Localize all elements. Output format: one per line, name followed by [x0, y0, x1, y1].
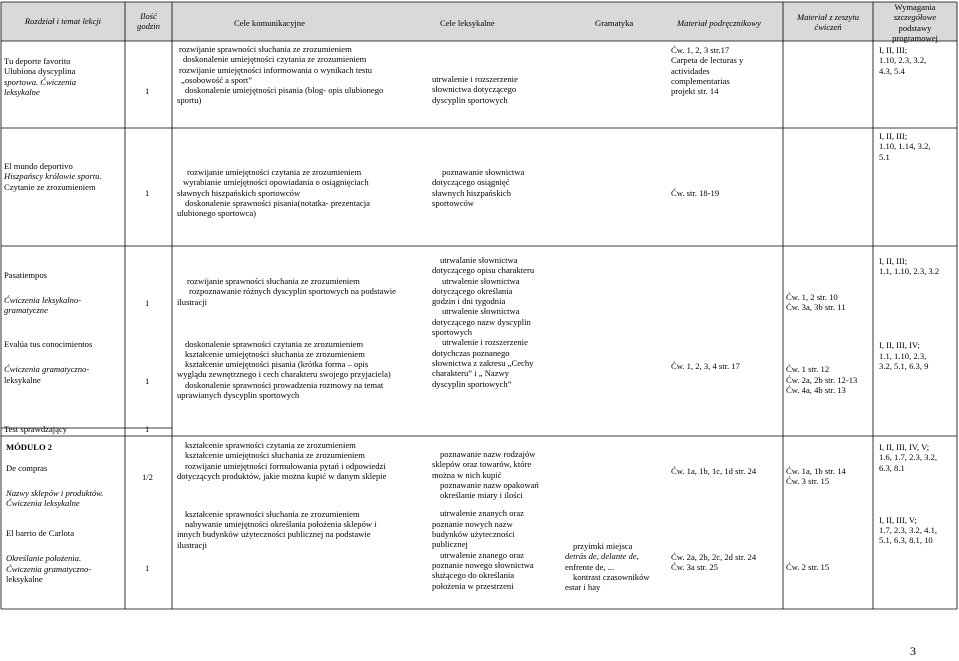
workbook-line: Ćw. 4a, 4b str. 13 [786, 384, 846, 395]
req-line: 5.1, 6.3, 8.1, 10 [879, 535, 933, 546]
vocab-line: poznawanie nazw opakowań [440, 479, 539, 490]
row4-textbook [671, 466, 756, 573]
topic-line: leksykalne [4, 374, 41, 385]
vocab-line: dyscyplin sportowych [432, 94, 508, 105]
vocab-line: charakteru” i „ Nazwy [432, 368, 510, 379]
topic-line: leksykalne [6, 573, 43, 584]
topic-line: El barrio de Carlota [6, 528, 75, 539]
row2-vocab-goals [432, 255, 534, 389]
vocab-line: utrwalenie znanych oraz [440, 508, 524, 519]
req-line: 6.3, 8.1 [879, 462, 905, 473]
workbook-line: Ćw. 1 str. 12 [786, 364, 830, 375]
vocab-line: budynków użyteczności [432, 529, 515, 540]
vocab-line: określanie miary i ilości [440, 490, 523, 501]
comm-line: wyglądu zewnętrznego i cech charakteru swojego przyjaciela) [177, 369, 391, 380]
row1-topic [4, 161, 102, 192]
vocab-line: dyscyplin sportowych” [432, 378, 512, 389]
comm-line: sławnych hiszpańskich sportowców [177, 187, 301, 198]
row0-vocab-goals [432, 74, 518, 105]
comm-line: dotyczących produktów, jakie można kupić w danym sklepie [177, 470, 387, 481]
vocab-line: służącego do określania [432, 570, 515, 581]
req-line: 5.1 [879, 151, 890, 162]
vocab-line: utrwalenie i rozszerzenie [442, 337, 528, 348]
header-topic-line: Rozdział i temat lekcji [24, 16, 102, 26]
comm-line: kształcenie umiejętności słuchania ze zrozumieniem [185, 450, 365, 461]
topic-line: Tu deporte favorito [4, 56, 71, 66]
vocab-line: utrwalenie słownictwa [442, 275, 520, 286]
req-line: 1.1, 1.10, 2.3, 3.2 [879, 266, 940, 277]
textbook-line: actividades [671, 65, 710, 76]
vocab-line: dotyczącego określania [432, 285, 513, 296]
vocab-line: utrwalenie i rozszerzenie [432, 74, 518, 84]
comm-line: doskonalenie sprawności czytania ze zrozumieniem [185, 338, 364, 349]
vocab-line: poznawanie słownictwa [442, 167, 525, 177]
textbook-line: Carpeta de lecturas y [671, 55, 744, 66]
header-req-line-2: szczegółowe [893, 12, 937, 23]
comm-line: sportu) [177, 95, 202, 106]
comm-line: rozpoznawanie różnych dyscyplin sportowych na podstawie [189, 286, 396, 297]
textbook-line: Ćw. 3a str. 25 [671, 562, 718, 573]
workbook-line: Ćw. 2a, 2b str. 12-13 [786, 374, 858, 385]
header-topic [1, 16, 125, 26]
row0-comm-goals [177, 44, 383, 106]
vocab-line: dotyczącego osiągnięć [432, 177, 510, 188]
topic-line: Pasatiempos [4, 270, 47, 280]
req-line: I, II, III, IV, V; [879, 442, 930, 452]
row4-vocab-goals [432, 449, 539, 591]
req-line: 3.2, 5.1, 6.3, 9 [879, 360, 929, 371]
row2-hours-2: 1 [145, 376, 150, 386]
textbook-line: Ćw. 1a, 1b, 1c, 1d str. 24 [671, 466, 757, 476]
row0-hours: 1 [145, 86, 150, 96]
comm-line: rozwijanie sprawności słuchania ze zrozumieniem [187, 276, 360, 286]
topic-line: Ćwiczenia gramatyczno- [4, 364, 90, 375]
row4-requirements [879, 442, 937, 545]
row2-hours-1: 1 [145, 298, 150, 308]
workbook-line: Ćw. 2 str. 15 [786, 562, 830, 573]
row2-comm-goals [177, 276, 396, 400]
comm-line: rozwijanie sprawności słuchania ze zrozumieniem [179, 44, 352, 54]
vocab-line: dotyczącego nazw dyscyplin [432, 316, 531, 327]
comm-line: rozwijanie umiejętności informowania o wynikach testu [179, 64, 373, 75]
comm-line: kształcenie sprawności czytania ze zrozumieniem [185, 440, 356, 450]
vocab-line: utrwalenie znanego oraz [440, 549, 524, 560]
req-line: I, II, III, V; [879, 514, 917, 525]
topic-line: Ćwiczenia leksykalne [6, 498, 80, 509]
row2-requirements [879, 256, 939, 371]
header-workbook [783, 12, 873, 33]
vocab-line: utrwalanie słownictwa [440, 255, 518, 265]
vocab-line: godzin i dni tygodnia [432, 296, 506, 307]
textbook-line: projekt str. 14 [671, 86, 719, 97]
row0-requirements [879, 45, 926, 76]
comm-line: doskonalenie sprawności prowadzenia rozmowy na temat [185, 379, 384, 390]
vocab-line: sławnych hiszpańskich [432, 187, 511, 198]
topic-line: gramatyczne [4, 305, 48, 316]
req-line: I, II, III; [879, 45, 908, 55]
textbook-line: complementarias [671, 75, 730, 86]
vocab-line: słownictwa z zakresu „Cechy [432, 357, 534, 368]
row4-topic [6, 442, 103, 584]
row1-vocab-goals [432, 167, 524, 208]
header-textbook: Materiał podręcznikowy [677, 18, 761, 28]
vocab-line: poznanie nowego słownictwa [432, 559, 534, 570]
header-req-line-3: podstawy [898, 22, 932, 33]
comm-line: innych budynków użyteczności publicznej na podstawie [177, 529, 371, 540]
grammar-line: kontrast czasowników [573, 571, 650, 582]
header-vocab-goals: Cele leksykalne [440, 18, 495, 28]
topic-line: Nazwy sklepów i produktów. [6, 488, 104, 498]
grammar-line: detrás de, delante de, [565, 551, 639, 562]
grammar-line: przyimki miejsca [573, 541, 633, 551]
header-comm-goals: Cele komunikacyjne [234, 18, 305, 28]
page-number: 3 [910, 644, 916, 658]
topic-line: Określanie położenia. [6, 553, 82, 564]
comm-line: kształcenie sprawności słuchania ze zrozumieniem [185, 508, 360, 519]
workbook-line: Ćw. 1, 2 str. 10 [786, 292, 838, 302]
grammar-line: enfrente de, ... [565, 561, 615, 572]
req-line: I, II, III; [879, 256, 908, 266]
comm-line: kształcenie umiejętności słuchania ze zrozumieniem [185, 348, 365, 359]
row2-workbook [786, 292, 857, 395]
grammar-line: estar i hay [565, 582, 601, 593]
row2-topic [4, 270, 92, 385]
row2-textbook: Ćw. 1, 2, 3, 4 str. 17 [671, 361, 740, 371]
topic-line: Ulubiona dyscyplina [4, 66, 76, 77]
comm-line: doskonalenie sprawności pisania(notatka- prezentacja [185, 197, 370, 208]
topic-line: Ćwiczenia leksykalno- [4, 295, 82, 305]
row1-requirements [879, 131, 931, 162]
vocab-line: publicznej [432, 539, 468, 550]
vocab-line: dotychczas poznanego [432, 347, 510, 358]
row4-hours-2: 1 [145, 563, 150, 573]
textbook-line: Ćw. 1, 2, 3 str.17 [671, 45, 730, 55]
row4-workbook [786, 466, 846, 573]
comm-line: doskonalenie umiejętności czytania ze zrozumieniem [183, 54, 367, 65]
req-line: I, II, III; [879, 131, 908, 141]
comm-line: wyrabianie umiejętności opowiadania o osiągnięciach [183, 177, 369, 188]
topic-line: De compras [6, 463, 48, 473]
vocab-line: poznanie nowych nazw [432, 518, 513, 529]
workbook-line: Ćw. 3a, 3b str. 11 [786, 302, 846, 313]
row3-topic: Test sprawdzający [4, 424, 68, 434]
row1-textbook: Ćw. str. 18-19 [671, 188, 720, 198]
topic-line: leksykalne [4, 86, 40, 97]
req-line: 4.3, 5.4 [879, 65, 905, 76]
comm-line: rozwijanie umiejętności formułowania pytań i odpowiedzi [185, 460, 386, 471]
topic-line: Ćwiczenia gramatyczno- [6, 563, 92, 574]
comm-line: ilustracji [177, 539, 208, 550]
vocab-line: sportowców [432, 197, 475, 208]
vocab-line: dotyczącego opisu charakteru [432, 265, 535, 276]
row3-hours: 1 [145, 424, 150, 434]
comm-line: doskonalenie umiejętności pisania (blog- opis ulubionego [185, 85, 384, 96]
vocab-line: poznawanie nazw rodzajów [440, 449, 536, 459]
req-line: 1.10, 1.14, 3.2, [879, 141, 931, 152]
comm-line: ilustracji [177, 296, 208, 307]
header-workbook-line-1: Materiał z zeszytu [796, 12, 860, 22]
topic-line: Evalúa tus conocimientos [4, 339, 93, 350]
topic-line: sportowa. Ćwiczenia [4, 76, 77, 87]
vocab-line: sklepów oraz towarów, które [432, 459, 532, 470]
header-grammar: Gramatyka [595, 18, 634, 28]
header-hours-line-1: Ilość [140, 11, 157, 21]
comm-line: rozwijanie umiejętności czytania ze zrozumieniem [187, 167, 362, 177]
row1-hours: 1 [145, 188, 150, 198]
comm-line: ulubionego sportowca) [177, 208, 256, 219]
header-req-line-1: Wymagania [894, 2, 936, 12]
header-hours-line-2: godzin [137, 21, 160, 32]
comm-line: kształcenie umiejętności pisania (krótka forma – opis [185, 359, 369, 370]
topic-line: Hiszpańscy królowie sportu. [4, 171, 102, 182]
row1-comm-goals [177, 167, 370, 218]
vocab-line: słownictwa dotyczącego [432, 84, 517, 95]
comm-line: uprawianych dyscyplin sportowych [177, 390, 300, 401]
vocab-line: można w nich kupić [432, 469, 502, 480]
row4-hours-1: 1/2 [142, 472, 153, 482]
vocab-line: położenia w przestrzeni [432, 580, 514, 591]
vocab-line [432, 500, 539, 508]
comm-line: nabywanie umiejętności określania położenia sklepów i [185, 519, 377, 530]
vocab-line: sportowych [432, 327, 473, 338]
header-workbook-line-2: ćwiczeń [814, 22, 842, 33]
row0-topic [4, 56, 76, 97]
textbook-line: Ćw. 2a, 2b, 2c, 2d str. 24 [671, 552, 757, 562]
req-line: 1.6, 1.7, 2.3, 3.2, [879, 452, 938, 463]
row4-comm-goals [177, 440, 386, 550]
topic-line: Czytanie ze zrozumieniem [4, 181, 96, 192]
header-req-line-4: programowej [892, 32, 938, 43]
topic-line: El mundo deportivo [4, 161, 73, 171]
req-line: I, II, III, IV; [879, 340, 920, 351]
row0-textbook [671, 45, 743, 96]
workbook-line: Ćw. 3 str. 15 [786, 476, 830, 487]
header-requirements [873, 2, 957, 43]
req-line: 1.1, 1.10, 2.3, [879, 350, 927, 361]
workbook-line: Ćw. 1a, 1b str. 14 [786, 466, 846, 476]
topic-line: MÓDULO 2 [6, 442, 53, 452]
header-hours [125, 11, 172, 32]
req-line: 1.10, 2.3, 3.2, [879, 55, 927, 66]
vocab-line: utrwalenie słownictwa [442, 306, 520, 317]
row4-grammar [565, 541, 650, 592]
req-line: 1.7, 2.3, 3.2, 4.1, [879, 524, 938, 535]
comm-line: „osobowość a sport” [181, 74, 253, 85]
